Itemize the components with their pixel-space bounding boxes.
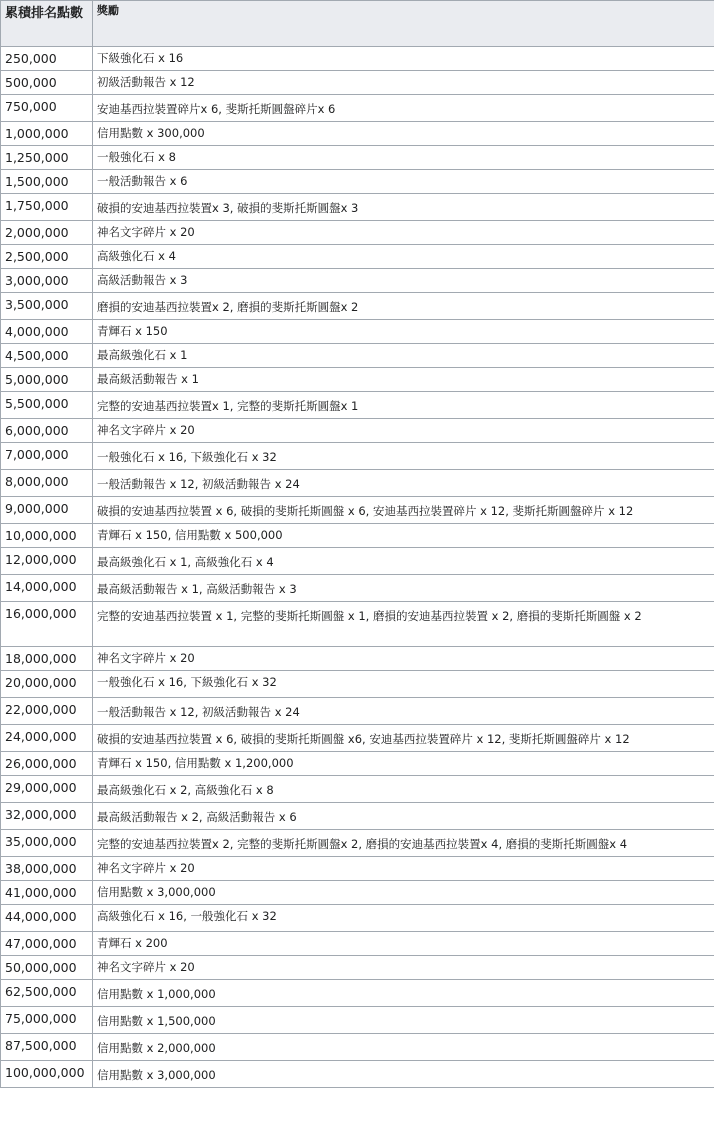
points-cell: 1,750,000	[1, 194, 93, 221]
points-cell: 14,000,000	[1, 575, 93, 602]
points-cell: 3,000,000	[1, 269, 93, 293]
points-cell: 50,000,000	[1, 956, 93, 980]
points-cell: 4,500,000	[1, 344, 93, 368]
table-row	[1, 470, 714, 497]
table-row	[1, 671, 714, 698]
reward-cell: 信用點數 x 3,000,000	[93, 1061, 714, 1088]
points-cell: 2,000,000	[1, 221, 93, 245]
table-row	[1, 293, 714, 320]
points-cell: 35,000,000	[1, 830, 93, 857]
reward-cell: 青輝石 x 150, 信用點數 x 500,000	[93, 524, 714, 548]
table-row	[1, 47, 714, 71]
table-row	[1, 170, 714, 194]
reward-cell: 高級活動報告 x 3	[93, 269, 714, 293]
reward-cell: 初級活動報告 x 12	[93, 71, 714, 95]
table-row	[1, 803, 714, 830]
reward-cell: 最高級活動報告 x 1, 高級活動報告 x 3	[93, 575, 714, 602]
table-row	[1, 344, 714, 368]
reward-cell: 一般活動報告 x 12, 初級活動報告 x 24	[93, 698, 714, 725]
points-cell: 38,000,000	[1, 857, 93, 881]
points-cell: 44,000,000	[1, 905, 93, 932]
table-row	[1, 122, 714, 146]
table-row	[1, 497, 714, 524]
table-row	[1, 1061, 714, 1088]
table-row	[1, 980, 714, 1007]
reward-cell: 信用點數 x 1,500,000	[93, 1007, 714, 1034]
reward-cell: 高級強化石 x 4	[93, 245, 714, 269]
table-row	[1, 392, 714, 419]
points-cell: 6,000,000	[1, 419, 93, 443]
table-row	[1, 932, 714, 956]
reward-cell: 青輝石 x 200	[93, 932, 714, 956]
points-cell: 62,500,000	[1, 980, 93, 1007]
reward-cell: 破損的安迪基西拉裝置x 3, 破損的斐斯托斯圓盤x 3	[93, 194, 714, 221]
points-cell: 12,000,000	[1, 548, 93, 575]
points-cell: 3,500,000	[1, 293, 93, 320]
reward-cell: 最高級活動報告 x 1	[93, 368, 714, 392]
table-row	[1, 956, 714, 980]
table-row	[1, 443, 714, 470]
table-row	[1, 368, 714, 392]
reward-cell: 神名文字碎片 x 20	[93, 956, 714, 980]
table-body	[1, 47, 714, 1088]
reward-cell: 一般強化石 x 16, 下級強化石 x 32	[93, 671, 714, 698]
reward-cell: 信用點數 x 1,000,000	[93, 980, 714, 1007]
reward-cell: 信用點數 x 300,000	[93, 122, 714, 146]
reward-cell: 一般活動報告 x 12, 初級活動報告 x 24	[93, 470, 714, 497]
table-row	[1, 524, 714, 548]
table-row	[1, 146, 714, 170]
table-row	[1, 830, 714, 857]
table-header-row	[1, 1, 714, 47]
points-cell: 7,000,000	[1, 443, 93, 470]
reward-cell: 最高級強化石 x 1, 高級強化石 x 4	[93, 548, 714, 575]
points-cell: 10,000,000	[1, 524, 93, 548]
reward-cell: 高級強化石 x 16, 一般強化石 x 32	[93, 905, 714, 932]
reward-cell: 完整的安迪基西拉裝置x 2, 完整的斐斯托斯圓盤x 2, 磨損的安迪基西拉裝置x 4, 磨損的斐斯托斯圓盤x 4	[93, 830, 714, 857]
table-row	[1, 647, 714, 671]
points-cell: 47,000,000	[1, 932, 93, 956]
reward-cell: 信用點數 x 3,000,000	[93, 881, 714, 905]
reward-cell: 青輝石 x 150	[93, 320, 714, 344]
reward-cell: 磨損的安迪基西拉裝置x 2, 磨損的斐斯托斯圓盤x 2	[93, 293, 714, 320]
table-row	[1, 905, 714, 932]
reward-cell: 下級強化石 x 16	[93, 47, 714, 71]
table-row	[1, 1034, 714, 1061]
reward-cell: 安迪基西拉裝置碎片x 6, 斐斯托斯圓盤碎片x 6	[93, 95, 714, 122]
table-row	[1, 857, 714, 881]
table-row	[1, 221, 714, 245]
table-row	[1, 269, 714, 293]
reward-cell: 信用點數 x 2,000,000	[93, 1034, 714, 1061]
reward-cell: 最高級活動報告 x 2, 高級活動報告 x 6	[93, 803, 714, 830]
points-cell: 8,000,000	[1, 470, 93, 497]
table-row	[1, 419, 714, 443]
reward-cell: 完整的安迪基西拉裝置 x 1, 完整的斐斯托斯圓盤 x 1, 磨損的安迪基西拉裝置 x 2, 磨損的斐斯托斯圓盤 x 2	[93, 602, 714, 647]
table-row	[1, 1007, 714, 1034]
table-row	[1, 245, 714, 269]
points-cell: 41,000,000	[1, 881, 93, 905]
points-cell: 5,000,000	[1, 368, 93, 392]
table-row	[1, 776, 714, 803]
points-cell: 26,000,000	[1, 752, 93, 776]
table-row	[1, 320, 714, 344]
reward-cell: 青輝石 x 150, 信用點數 x 1,200,000	[93, 752, 714, 776]
points-cell: 22,000,000	[1, 698, 93, 725]
table-row	[1, 602, 714, 647]
table-row	[1, 881, 714, 905]
table-row	[1, 95, 714, 122]
table-row	[1, 71, 714, 95]
reward-cell: 神名文字碎片 x 20	[93, 647, 714, 671]
points-cell: 16,000,000	[1, 602, 93, 647]
points-cell: 250,000	[1, 47, 93, 71]
points-cell: 500,000	[1, 71, 93, 95]
reward-cell: 完整的安迪基西拉裝置x 1, 完整的斐斯托斯圓盤x 1	[93, 392, 714, 419]
table-row	[1, 752, 714, 776]
header-reward: 獎勵	[93, 1, 714, 47]
points-cell: 1,000,000	[1, 122, 93, 146]
table-row	[1, 698, 714, 725]
points-cell: 2,500,000	[1, 245, 93, 269]
points-cell: 5,500,000	[1, 392, 93, 419]
points-cell: 24,000,000	[1, 725, 93, 752]
points-cell: 1,500,000	[1, 170, 93, 194]
points-cell: 29,000,000	[1, 776, 93, 803]
reward-cell: 神名文字碎片 x 20	[93, 419, 714, 443]
points-cell: 9,000,000	[1, 497, 93, 524]
points-cell: 4,000,000	[1, 320, 93, 344]
reward-cell: 一般活動報告 x 6	[93, 170, 714, 194]
points-cell: 87,500,000	[1, 1034, 93, 1061]
points-cell: 100,000,000	[1, 1061, 93, 1088]
points-cell: 32,000,000	[1, 803, 93, 830]
reward-cell: 最高級強化石 x 2, 高級強化石 x 8	[93, 776, 714, 803]
points-cell: 20,000,000	[1, 671, 93, 698]
table-row	[1, 725, 714, 752]
table-row	[1, 548, 714, 575]
reward-cell: 一般強化石 x 8	[93, 146, 714, 170]
table-row	[1, 194, 714, 221]
reward-cell: 神名文字碎片 x 20	[93, 857, 714, 881]
table-row	[1, 575, 714, 602]
points-cell: 75,000,000	[1, 1007, 93, 1034]
reward-cell: 最高級強化石 x 1	[93, 344, 714, 368]
points-cell: 18,000,000	[1, 647, 93, 671]
header-points: 累積排名點數	[1, 1, 93, 47]
points-cell: 1,250,000	[1, 146, 93, 170]
reward-cell: 神名文字碎片 x 20	[93, 221, 714, 245]
reward-cell: 一般強化石 x 16, 下級強化石 x 32	[93, 443, 714, 470]
points-cell: 750,000	[1, 95, 93, 122]
reward-cell: 破損的安迪基西拉裝置 x 6, 破損的斐斯托斯圓盤 x 6, 安迪基西拉裝置碎片 x 12, 斐斯托斯圓盤碎片 x 12	[93, 497, 714, 524]
reward-cell: 破損的安迪基西拉裝置 x 6, 破損的斐斯托斯圓盤 x6, 安迪基西拉裝置碎片 x 12, 斐斯托斯圓盤碎片 x 12	[93, 725, 714, 752]
